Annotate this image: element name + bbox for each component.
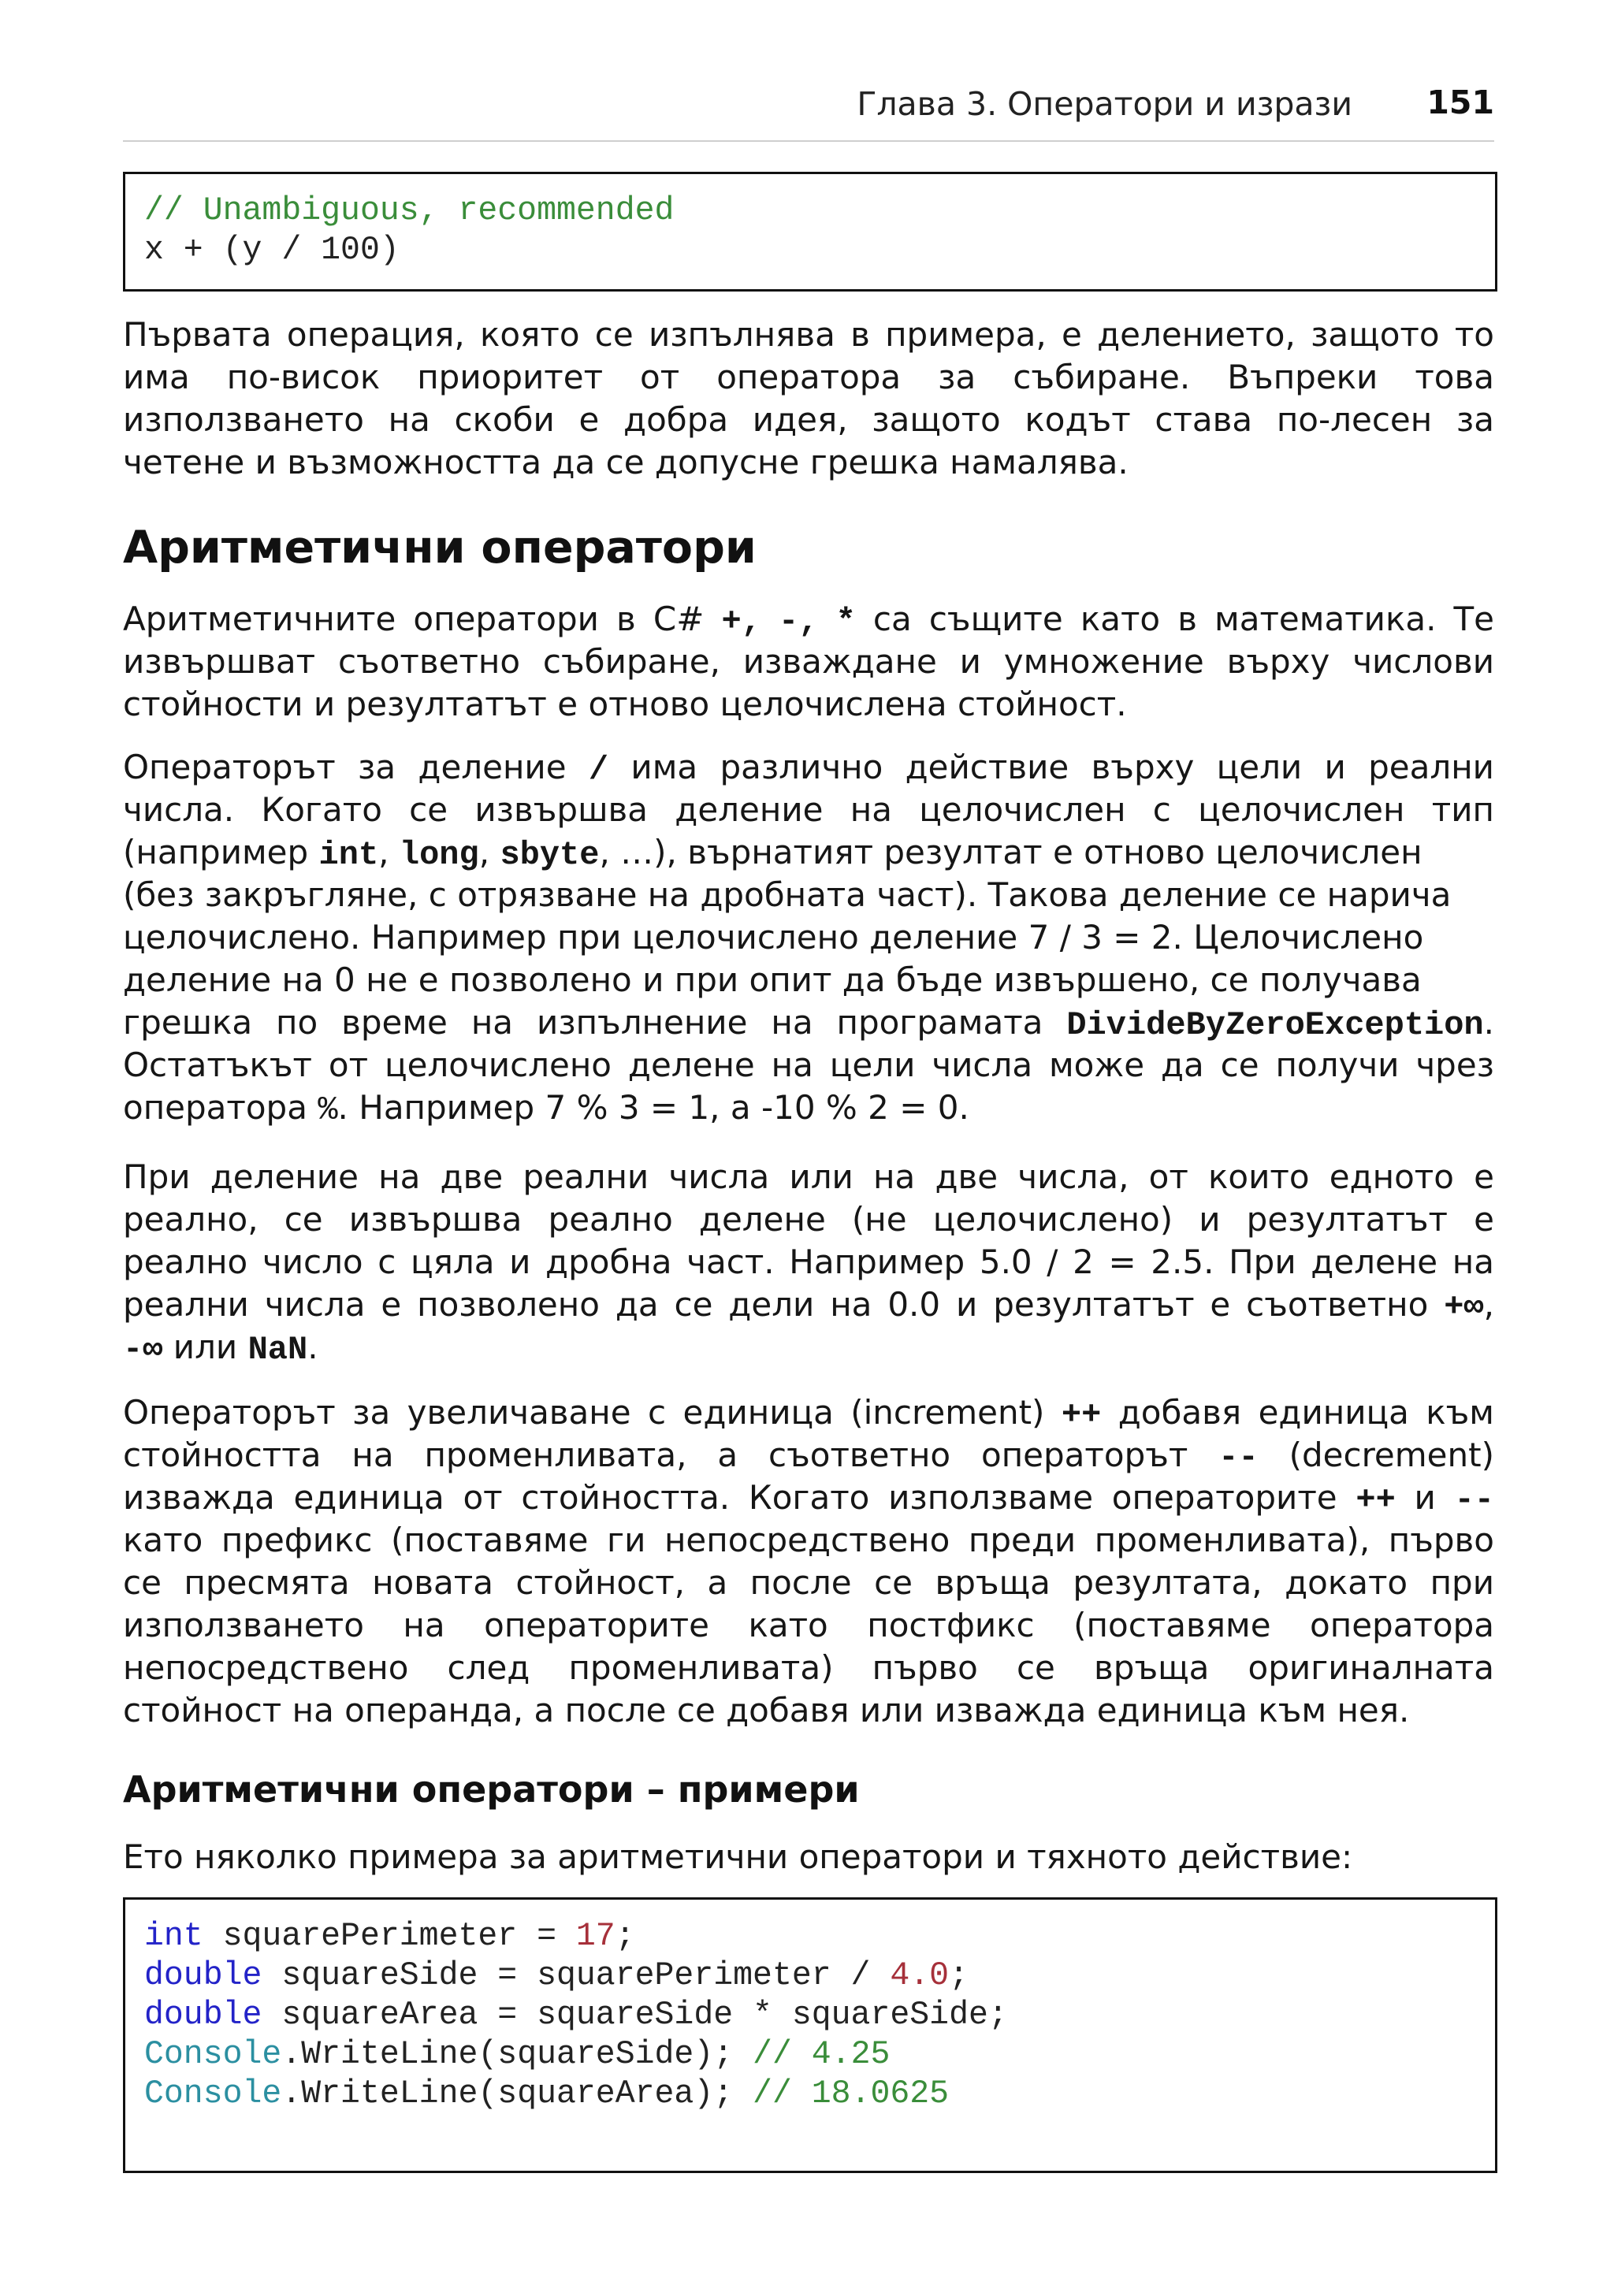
text-line: стойността на променливата, а съответно операторът -- (decrement) (123, 1436, 1494, 1477)
text-line: четене и възможността да се допусне грешка намалява. (123, 443, 1129, 481)
text-line: Първата операция, която се изпълнява в примера, е делението, защото то (123, 315, 1494, 354)
text-line: реални числа е позволено да се дели на 0.0 и резултатът е съответно +∞, (123, 1285, 1494, 1326)
text-line: целочислено. Например при целочислено деление 7 / 3 = 2. Целочислено (123, 918, 1424, 957)
text-line: (например int, long, sbyte, …), върнатият резултат е отново целочислен (123, 833, 1422, 874)
page-header (123, 77, 1494, 142)
text-line: се пресмята новата стойност, а после се връща резултата, докато при (123, 1563, 1494, 1602)
text-line: (без закръгляне, с отрязване на дробната част). Такова деление се нарича (123, 875, 1452, 914)
text-line: числа. Когато се извършва деление на целочислен с целочислен тип (123, 790, 1494, 829)
paragraph-real-division (123, 1156, 1494, 1369)
text-line: използването на скоби е добра идея, защото кодът става по-лесен за (123, 400, 1494, 439)
text-line: използването на операторите като постфикс (поставяме оператора (123, 1606, 1494, 1644)
paragraph-examples-intro (123, 1836, 1494, 1878)
paragraph-precedence (123, 314, 1494, 484)
text-line: стойност на операнда, а после се добавя или изважда единица към нея. (123, 1691, 1410, 1729)
paragraph-arithmetic-intro (123, 598, 1494, 726)
text-line: грешка по време на изпълнение на програмата DivideByZeroException. (123, 1003, 1494, 1044)
text-line: Ето няколко примера за аритметични оператори и тяхното действие: (123, 1837, 1353, 1876)
text-line: Операторът за деление / има различно действие върху цели и реални (123, 748, 1494, 789)
text-line: оператора %. Например 7 % 3 = 1, а -10 % 2 = 0. (123, 1088, 969, 1129)
text-line: При деление на две реални числа или на две числа, от които едното е (123, 1157, 1494, 1196)
page-number: 151 (1426, 84, 1494, 121)
text-line: деление на 0 не е позволено и при опит да бъде извършено, се получава (123, 960, 1422, 999)
chapter-title: Глава 3. Оператори и изрази (857, 85, 1352, 123)
code-line: Console.WriteLine(squareSide); // 4.25 (144, 2036, 891, 2073)
code-comment: // Unambiguous, recommended (144, 192, 675, 229)
text-line: Операторът за увеличаване с единица (increment) ++ добавя единица към (123, 1393, 1494, 1434)
subsection-heading: Аритметични оператори – примери (123, 1768, 860, 1811)
text-line: като префикс (поставяме ги непосредствено преди променливата), първо (123, 1521, 1494, 1559)
code-line: x + (y / 100) (144, 232, 400, 269)
text-line: стойности и резултатът е отново целочислена стойност. (123, 685, 1127, 723)
code-line: int squarePerimeter = 17; (144, 1918, 635, 1955)
code-block-examples (123, 1897, 1497, 2173)
text-line: извършват съответно събиране, изваждане и умножение върху числови (123, 642, 1494, 681)
text-line: Остатъкът от целочислено делене на цели числа може да се получи чрез (123, 1046, 1494, 1084)
code-line: Console.WriteLine(squareArea); // 18.0625 (144, 2075, 950, 2112)
paragraph-division (123, 746, 1494, 1129)
text-line: Аритметичните оператори в C# +, -, * са същите като в математика. Те (123, 600, 1495, 641)
code-line: double squareArea = squareSide * squareSide; (144, 1997, 1008, 2034)
text-line: -∞ или NaN. (123, 1328, 318, 1369)
code-line: double squareSide = squarePerimeter / 4.0; (144, 1957, 969, 1994)
code-block-unambiguous (123, 172, 1497, 292)
text-line: реално число с цяла и дробна част. Например 5.0 / 2 = 2.5. При делене на (123, 1243, 1494, 1281)
text-line: изважда единица от стойността. Когато използваме операторите ++ и -- (123, 1478, 1494, 1519)
paragraph-increment (123, 1391, 1494, 1732)
text-line: реално, се извършва реално делене (не целочислено) и резултатът е (123, 1200, 1494, 1239)
section-heading: Аритметични оператори (123, 522, 757, 574)
text-line: непосредствено след променливата) първо се връща оригиналната (123, 1648, 1494, 1687)
text-line: има по-висок приоритет от оператора за събиране. Въпреки това (123, 358, 1494, 396)
